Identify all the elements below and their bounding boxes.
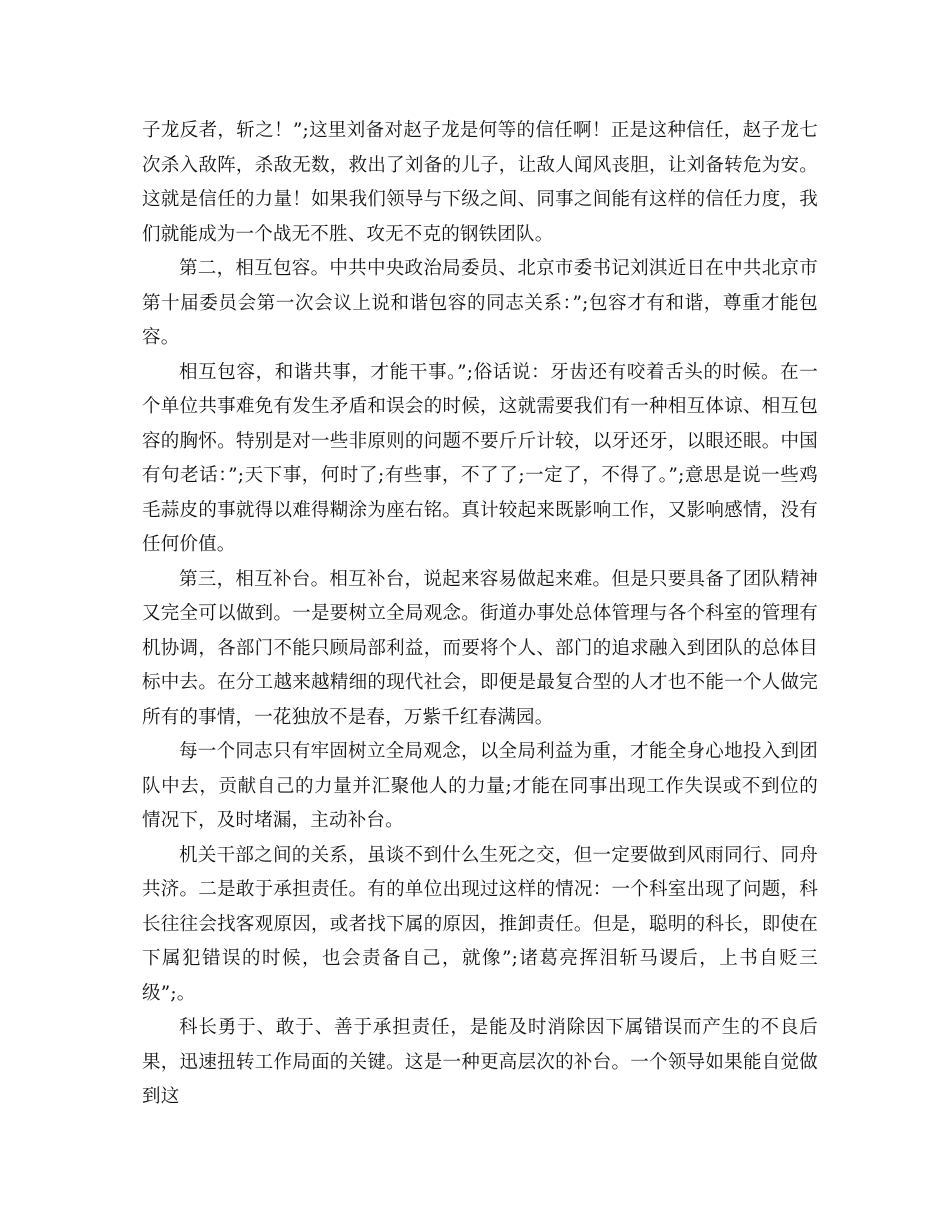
paragraph-6: 机关干部之间的关系，虽谈不到什么生死之交，但一定要做到风雨同行、同舟共济。二是敢于承担责任。有的单位出现过这样的情况：一个科室出现了问题，科长往往会找客观原因，或者找下属的原因，推卸责任。但是，聪明的科长，即使在下属犯错误的时候，也会责备自己，就像”;诸葛亮挥泪斩马谡后，上书自贬三级”;。	[142, 844, 818, 1004]
document-body	[142, 114, 818, 1115]
paragraph-1: 子龙反者，斩之！”;这里刘备对赵子龙是何等的信任啊！正是这种信任，赵子龙七次杀入敌阵，杀敌无数，救出了刘备的儿子，让敌人闻风丧胆，让刘备转危为安。这就是信任的力量！如果我们领导与下级之间、同事之间能有这样的信任力度，我们就能成为一个战无不胜、攻无不克的钢铁团队。	[142, 120, 818, 245]
paragraph-7: 科长勇于、敢于、善于承担责任，是能及时消除因下属错误而产生的不良后果，迅速扭转工作局面的关键。这是一种更高层次的补台。一个领导如果能自觉做到这	[142, 1017, 818, 1107]
paragraph-4: 第三，相互补台。相互补台，说起来容易做起来难。但是只要具备了团队精神又完全可以做到。一是要树立全局观念。街道办事处总体管理与各个科室的管理有机协调，各部门不能只顾局部利益，而要将个人、部门的追求融入到团队的总体目标中去。在分工越来越精细的现代社会，即便是最复合型的人才也不能一个人做完所有的事情，一花独放不是春，万紫千红春满园。	[142, 568, 818, 728]
paragraph-3: 相互包容，和谐共事，才能干事。”;俗话说：牙齿还有咬着舌头的时候。在一个单位共事难免有发生矛盾和误会的时候，这就需要我们有一种相互体谅、相互包容的胸怀。特别是对一些非原则的问题不要斤斤计较，以牙还牙，以眼还眼。中国有句老话：”;天下事，何时了;有些事，不了了;一定了，不得了。”;意思是说一些鸡毛蒜皮的事就得以难得糊涂为座右铭。真计较起来既影响工作，又影响感情，没有任何价值。	[142, 361, 818, 555]
paragraph-5: 每一个同志只有牢固树立全局观念，以全局利益为重，才能全身心地投入到团队中去，贡献自己的力量并汇聚他人的力量;才能在同事出现工作失误或不到位的情况下，及时堵漏，主动补台。	[142, 741, 818, 831]
paragraph-2: 第二，相互包容。中共中央政治局委员、北京市委书记刘淇近日在中共北京市第十届委员会第一次会议上说和谐包容的同志关系：”;包容才有和谐，尊重才能包容。	[142, 258, 818, 348]
